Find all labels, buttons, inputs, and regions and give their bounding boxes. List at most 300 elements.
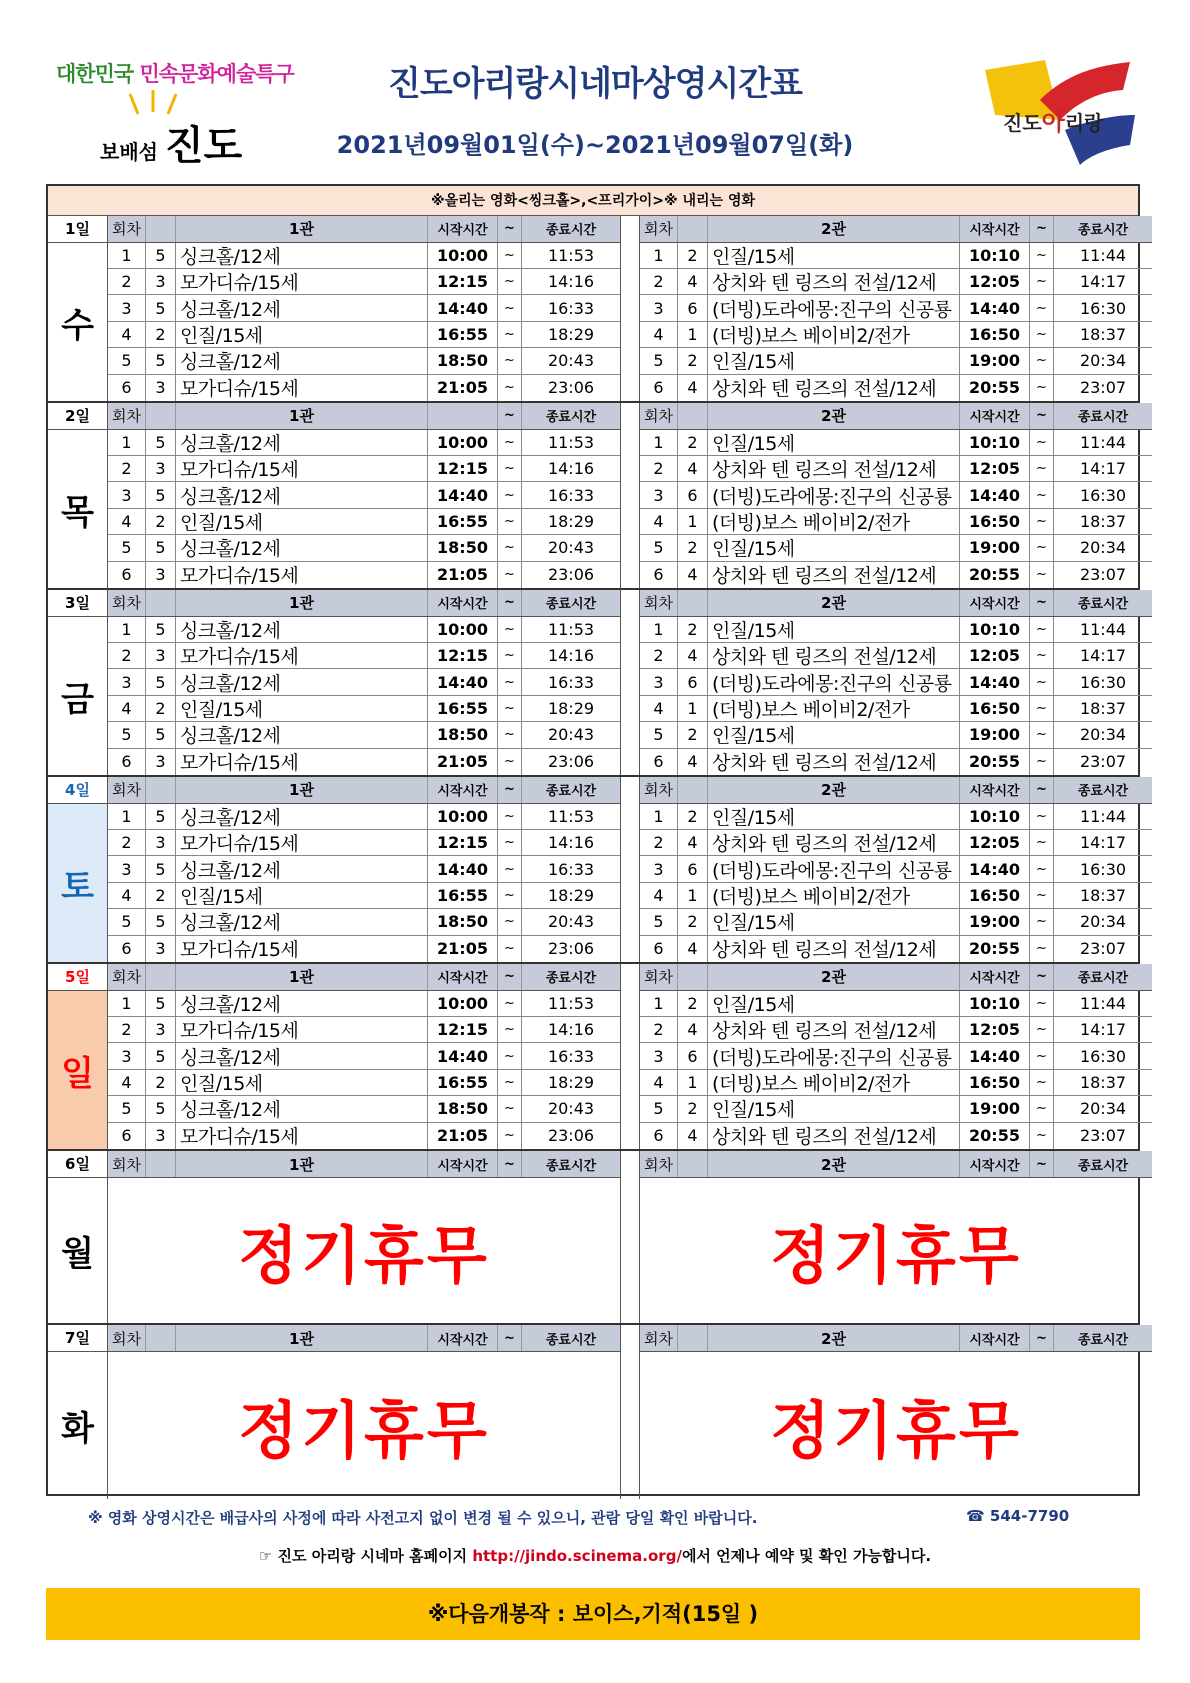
column-header-row [640, 1151, 1152, 1178]
start-time: 20:55 [960, 749, 1030, 775]
round-number: 1 [108, 430, 146, 455]
showtime-row[interactable] [640, 1070, 1152, 1096]
showtime-row[interactable] [640, 643, 1152, 669]
round-number: 5 [640, 909, 678, 934]
movie-title: 싱크홀/12세 [176, 617, 428, 642]
showtime-row[interactable] [640, 482, 1152, 508]
showtime-row[interactable] [108, 856, 620, 882]
round-header: 회차 [108, 590, 146, 616]
round-number: 2 [108, 643, 146, 668]
start-time: 14:40 [960, 856, 1030, 881]
start-time: 16:50 [960, 322, 1030, 347]
rating-code: 1 [678, 1070, 708, 1095]
rating-code: 5 [146, 535, 176, 560]
rating-code: 5 [146, 1043, 176, 1068]
end-time: 16:30 [1079, 298, 1127, 318]
round-header: 회차 [640, 216, 678, 242]
end-time: 20:43 [547, 351, 595, 371]
movie-title: (더빙)보스 베이비2/전가 [708, 1070, 960, 1095]
tilde: ~ [498, 562, 522, 588]
rating-code: 3 [146, 830, 176, 855]
showtime-row[interactable] [640, 375, 1152, 401]
tilde-header: ~ [1030, 964, 1054, 990]
closed-notice: 정기휴무 [238, 1394, 490, 1467]
hall-header: 2관 [708, 216, 960, 242]
hall-header: 1관 [176, 1325, 428, 1351]
start-time: 14:40 [428, 1043, 498, 1068]
rating-code: 3 [146, 749, 176, 775]
round-number: 2 [640, 1017, 678, 1042]
end-time-header: 종료시간 [545, 223, 597, 239]
showtime-row[interactable] [108, 243, 620, 269]
hall-2-schedule [640, 777, 1152, 962]
end-time: 18:37 [1079, 699, 1127, 719]
day-of-week: 금 [61, 679, 94, 720]
start-time-header: 시작시간 [428, 777, 498, 803]
round-number: 2 [640, 269, 678, 294]
movie-title: 상치와 텐 링즈의 전설/12세 [708, 562, 960, 588]
tilde: ~ [1030, 562, 1054, 588]
round-number: 3 [108, 669, 146, 694]
start-time: 12:15 [428, 643, 498, 668]
hall-header: 2관 [708, 403, 960, 429]
movie-title: 인질/15세 [176, 1070, 428, 1095]
column-header-row [108, 777, 620, 804]
day-number: 1일 [48, 216, 107, 243]
movie-title: (더빙)보스 베이비2/전가 [708, 696, 960, 721]
hall-header: 1관 [176, 777, 428, 803]
hall-header: 1관 [176, 1151, 428, 1177]
tilde: ~ [1030, 482, 1054, 507]
start-time: 12:15 [428, 456, 498, 481]
column-header-row [640, 403, 1152, 430]
start-time: 20:55 [960, 936, 1030, 962]
end-time: 20:43 [547, 538, 595, 558]
end-time: 20:43 [547, 1099, 595, 1119]
end-time: 23:07 [1079, 565, 1127, 585]
movie-title: 인질/15세 [708, 535, 960, 560]
hall-columns [108, 1151, 1152, 1323]
showtime-row[interactable] [640, 909, 1152, 935]
hall-header: 2관 [708, 777, 960, 803]
showtime-row[interactable] [640, 669, 1152, 695]
tilde-header: ~ [498, 1151, 522, 1177]
round-number: 6 [640, 1123, 678, 1149]
movie-title: 인질/15세 [176, 509, 428, 534]
end-time: 20:43 [547, 912, 595, 932]
hall-divider [620, 1325, 640, 1499]
day-number: 6일 [48, 1151, 107, 1178]
tilde: ~ [498, 348, 522, 373]
day-of-week: 목 [61, 492, 94, 533]
end-time: 14:16 [547, 272, 595, 292]
showtime-row[interactable] [640, 243, 1152, 269]
rating-code: 6 [678, 482, 708, 507]
tilde: ~ [1030, 509, 1054, 534]
showtime-row[interactable] [640, 749, 1152, 775]
hall-columns [108, 964, 1152, 1149]
column-header-row [640, 216, 1152, 243]
round-number: 3 [108, 295, 146, 320]
rating-code: 2 [678, 909, 708, 934]
movie-title: 상치와 텐 링즈의 전설/12세 [708, 456, 960, 481]
start-time-header: 시작시간 [428, 1325, 498, 1351]
tilde: ~ [1030, 856, 1054, 881]
movie-title: 모가디슈/15세 [176, 1123, 428, 1149]
end-time: 20:43 [547, 725, 595, 745]
start-time: 21:05 [428, 936, 498, 962]
movie-title: 싱크홀/12세 [176, 669, 428, 694]
hall-columns [108, 590, 1152, 775]
round-number: 6 [108, 749, 146, 775]
tilde: ~ [498, 1017, 522, 1042]
column-header-row [108, 1325, 620, 1352]
rating-code: 5 [146, 722, 176, 747]
start-time: 10:10 [960, 430, 1030, 455]
end-time: 23:07 [1079, 378, 1127, 398]
round-number: 3 [640, 856, 678, 881]
showtime-row[interactable] [640, 1123, 1152, 1149]
logo-rirang-label: 리랑 [1064, 111, 1104, 135]
hall-columns [108, 777, 1152, 962]
movie-title: (더빙)도라에몽:진구의 신공룡 [708, 669, 960, 694]
hall-divider [620, 403, 640, 588]
round-number: 1 [108, 991, 146, 1016]
showtime-row[interactable] [108, 482, 620, 508]
round-number: 1 [640, 617, 678, 642]
showtime-row[interactable] [108, 295, 620, 321]
round-number: 3 [108, 482, 146, 507]
day-block [48, 1325, 1138, 1499]
round-number: 6 [108, 375, 146, 401]
showtime-row[interactable] [640, 856, 1152, 882]
end-time: 14:17 [1079, 1020, 1127, 1040]
start-time: 20:55 [960, 562, 1030, 588]
round-number: 4 [108, 322, 146, 347]
round-number: 4 [108, 1070, 146, 1095]
hall-2-schedule [640, 590, 1152, 775]
showtime-row[interactable] [640, 883, 1152, 909]
showtime-row[interactable] [640, 430, 1152, 456]
showtime-row[interactable] [640, 991, 1152, 1017]
showtime-row[interactable] [640, 1043, 1152, 1069]
movie-title: 상치와 텐 링즈의 전설/12세 [708, 936, 960, 962]
start-time-header: 시작시간 [428, 964, 498, 990]
rating-code: 5 [146, 617, 176, 642]
round-number: 6 [640, 375, 678, 401]
end-time: 18:37 [1079, 512, 1127, 532]
showtime-row[interactable] [640, 617, 1152, 643]
tilde: ~ [498, 1123, 522, 1149]
column-header-row [108, 590, 620, 617]
rating-code: 5 [146, 1096, 176, 1121]
showtime-row[interactable] [108, 936, 620, 962]
movie-title: 인질/15세 [708, 804, 960, 829]
homepage-suffix: 에서 언제나 예약 및 확인 가능합니다. [681, 1547, 932, 1565]
round-number: 3 [640, 295, 678, 320]
showtime-row[interactable] [640, 830, 1152, 856]
end-time: 16:30 [1079, 485, 1127, 505]
showtime-row[interactable] [640, 456, 1152, 482]
day-of-week: 수 [61, 305, 94, 346]
page-title: 진도아리랑시네마상영시간표 [388, 64, 802, 104]
showtime-row[interactable] [108, 562, 620, 588]
showtime-row[interactable] [108, 669, 620, 695]
showtime-row[interactable] [108, 804, 620, 830]
end-time: 11:53 [547, 993, 595, 1013]
showtime-row[interactable] [108, 696, 620, 722]
end-time: 18:29 [547, 1073, 595, 1093]
showtime-row[interactable] [108, 749, 620, 775]
tilde: ~ [1030, 909, 1054, 934]
hall-header: 2관 [708, 1325, 960, 1351]
hall-header: 2관 [708, 964, 960, 990]
showtime-row[interactable] [108, 348, 620, 374]
movie-title: 싱크홀/12세 [176, 243, 428, 268]
tilde-header: ~ [498, 403, 522, 429]
start-time: 12:15 [428, 1017, 498, 1042]
end-time: 18:37 [1079, 325, 1127, 345]
rating-code: 4 [678, 375, 708, 401]
logo-treasure-island-text: 보배섬 [100, 140, 158, 164]
movie-title: 인질/15세 [708, 430, 960, 455]
showtime-row[interactable] [108, 830, 620, 856]
end-time: 11:53 [547, 806, 595, 826]
rating-code: 4 [678, 643, 708, 668]
showtime-row[interactable] [108, 1123, 620, 1149]
logo-jindo-text: 진도 [164, 122, 243, 169]
round-number: 5 [640, 1096, 678, 1121]
column-header-row [640, 590, 1152, 617]
showtime-row[interactable] [108, 269, 620, 295]
movie-title: (더빙)도라에몽:진구의 신공룡 [708, 856, 960, 881]
age-header [678, 1151, 708, 1177]
start-time-header: 시작시간 [960, 403, 1030, 429]
tilde: ~ [1030, 696, 1054, 721]
start-time: 16:55 [428, 696, 498, 721]
showtime-row[interactable] [108, 643, 620, 669]
hall-columns [108, 403, 1152, 588]
start-time: 10:00 [428, 617, 498, 642]
start-time-header: 시작시간 [428, 1151, 498, 1177]
showtime-row[interactable] [640, 1096, 1152, 1122]
showtime-row[interactable] [108, 375, 620, 401]
round-number: 5 [108, 722, 146, 747]
showtime-row[interactable] [640, 722, 1152, 748]
rating-code: 2 [678, 348, 708, 373]
hall-header: 1관 [176, 590, 428, 616]
showtime-row[interactable] [108, 535, 620, 561]
start-time: 14:40 [960, 669, 1030, 694]
start-time: 10:00 [428, 430, 498, 455]
round-number: 2 [108, 830, 146, 855]
round-number: 2 [108, 456, 146, 481]
showtime-row[interactable] [108, 991, 620, 1017]
showtime-row[interactable] [108, 456, 620, 482]
start-time: 19:00 [960, 722, 1030, 747]
round-number: 1 [108, 243, 146, 268]
rating-code: 5 [146, 348, 176, 373]
start-time: 16:50 [960, 696, 1030, 721]
start-time: 18:50 [428, 1096, 498, 1121]
showtime-row[interactable] [640, 936, 1152, 962]
hall-1-schedule [108, 403, 620, 588]
round-number: 2 [108, 269, 146, 294]
tilde: ~ [1030, 804, 1054, 829]
hall-divider [620, 216, 640, 401]
hall-header: 1관 [176, 216, 428, 242]
end-time-header: 종료시간 [1077, 223, 1129, 239]
hall-header: 2관 [708, 1151, 960, 1177]
tilde: ~ [498, 1070, 522, 1095]
showtime-row[interactable] [108, 430, 620, 456]
showtime-row[interactable] [640, 1017, 1152, 1043]
showtime-row[interactable] [108, 322, 620, 348]
round-number: 1 [640, 243, 678, 268]
start-time: 18:50 [428, 722, 498, 747]
showtime-row[interactable] [640, 295, 1152, 321]
start-time: 14:40 [428, 295, 498, 320]
start-time: 18:50 [428, 535, 498, 560]
tilde: ~ [1030, 883, 1054, 908]
showtime-row[interactable] [108, 1070, 620, 1096]
end-time-header: 종료시간 [545, 597, 597, 613]
round-number: 2 [108, 1017, 146, 1042]
start-time: 16:55 [428, 322, 498, 347]
end-time: 23:06 [547, 378, 595, 398]
tilde: ~ [498, 696, 522, 721]
tilde: ~ [498, 749, 522, 775]
movie-title: 인질/15세 [176, 322, 428, 347]
round-number: 4 [108, 883, 146, 908]
showtime-row[interactable] [108, 909, 620, 935]
movie-title: 모가디슈/15세 [176, 456, 428, 481]
hall-1-schedule [108, 216, 620, 401]
start-time: 19:00 [960, 535, 1030, 560]
hall-columns [108, 1325, 1152, 1499]
end-time: 16:33 [547, 485, 595, 505]
showtime-row[interactable] [640, 696, 1152, 722]
round-number: 3 [108, 1043, 146, 1068]
movie-title: (더빙)보스 베이비2/전가 [708, 509, 960, 534]
round-header: 회차 [640, 590, 678, 616]
tilde: ~ [498, 322, 522, 347]
tilde: ~ [498, 936, 522, 962]
round-number: 3 [640, 1043, 678, 1068]
tilde: ~ [498, 1096, 522, 1121]
showtime-row[interactable] [108, 722, 620, 748]
start-time: 14:40 [960, 1043, 1030, 1068]
rating-code: 4 [678, 562, 708, 588]
tilde: ~ [498, 804, 522, 829]
showtime-row[interactable] [108, 1017, 620, 1043]
rating-code: 2 [678, 430, 708, 455]
round-number: 1 [640, 804, 678, 829]
day-number: 4일 [48, 777, 107, 804]
start-time: 19:00 [960, 348, 1030, 373]
movie-title: 싱크홀/12세 [176, 535, 428, 560]
end-time: 23:06 [547, 1126, 595, 1146]
closed-notice: 정기휴무 [238, 1219, 490, 1292]
round-number: 4 [108, 509, 146, 534]
round-header: 회차 [108, 964, 146, 990]
end-time: 11:44 [1079, 432, 1127, 452]
showtime-row[interactable] [108, 617, 620, 643]
showtime-row[interactable] [108, 883, 620, 909]
column-header-row [640, 964, 1152, 991]
tilde: ~ [1030, 991, 1054, 1016]
start-time: 16:50 [960, 883, 1030, 908]
tilde-header: ~ [498, 777, 522, 803]
date-range: 2021년09월01일(수)~2021년09월07일(화) [336, 131, 854, 159]
homepage-line [0, 1545, 1190, 1566]
movie-title: 인질/15세 [708, 617, 960, 642]
start-time: 12:05 [960, 643, 1030, 668]
showtime-row[interactable] [640, 562, 1152, 588]
tilde: ~ [1030, 722, 1054, 747]
tilde: ~ [1030, 430, 1054, 455]
showtime-row[interactable] [640, 804, 1152, 830]
tilde-header: ~ [498, 964, 522, 990]
day-block [48, 403, 1138, 590]
start-time: 21:05 [428, 1123, 498, 1149]
showtime-row[interactable] [108, 1043, 620, 1069]
tilde: ~ [498, 643, 522, 668]
end-time: 11:53 [547, 619, 595, 639]
start-time: 19:00 [960, 909, 1030, 934]
end-time-header: 종료시간 [545, 1332, 597, 1348]
age-header [678, 777, 708, 803]
start-time: 21:05 [428, 375, 498, 401]
movie-title: (더빙)도라에몽:진구의 신공룡 [708, 482, 960, 507]
hall-divider [620, 590, 640, 775]
round-header: 회차 [640, 1151, 678, 1177]
end-time: 20:34 [1079, 1099, 1127, 1119]
day-number: 7일 [48, 1325, 107, 1352]
rating-code: 5 [146, 991, 176, 1016]
showtime-row[interactable] [108, 509, 620, 535]
showtime-row[interactable] [640, 348, 1152, 374]
tilde: ~ [498, 856, 522, 881]
start-time-header: 시작시간 [960, 1325, 1030, 1351]
homepage-link[interactable]: http://jindo.scinema.org/ [472, 1547, 682, 1565]
showtime-row[interactable] [640, 509, 1152, 535]
tilde: ~ [1030, 617, 1054, 642]
rating-code: 2 [146, 1070, 176, 1095]
end-time-header: 종료시간 [1077, 784, 1129, 800]
column-header-row [640, 777, 1152, 804]
showtime-row[interactable] [108, 1096, 620, 1122]
rating-code: 3 [146, 643, 176, 668]
end-time: 18:29 [547, 699, 595, 719]
round-number: 4 [640, 509, 678, 534]
start-time: 16:55 [428, 883, 498, 908]
showtime-row[interactable] [640, 322, 1152, 348]
end-time: 16:33 [547, 298, 595, 318]
showtime-row[interactable] [640, 269, 1152, 295]
end-time: 23:06 [547, 565, 595, 585]
start-time: 16:50 [960, 1070, 1030, 1095]
start-time: 16:50 [960, 509, 1030, 534]
hall-1-schedule [108, 1151, 620, 1323]
round-number: 3 [640, 669, 678, 694]
movie-title: 모가디슈/15세 [176, 643, 428, 668]
end-time: 18:37 [1079, 886, 1127, 906]
movie-title: 인질/15세 [708, 348, 960, 373]
hall-1-schedule [108, 777, 620, 962]
showtime-row[interactable] [640, 535, 1152, 561]
start-time-header: 시작시간 [428, 216, 498, 242]
